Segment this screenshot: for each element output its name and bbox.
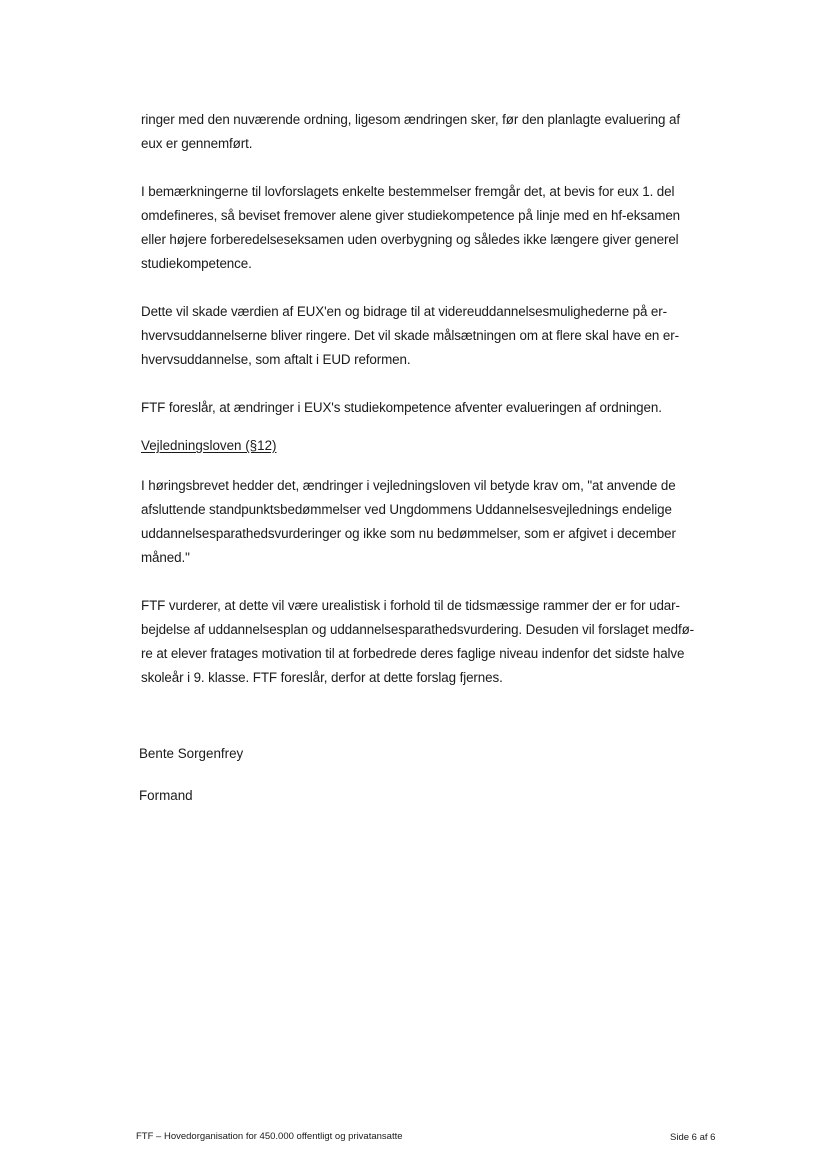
text-line: måned." (141, 550, 190, 565)
text-line: FTF foreslår, at ændringer i EUX's studiekompetence afventer evalueringen af ordningen. (141, 400, 662, 415)
text-line: afsluttende standpunktsbedømmelser ved Ungdommens Uddannelsesvejlednings endelige (141, 502, 672, 517)
paragraph-eux-evaluation (141, 108, 721, 156)
paragraph-remarks (141, 180, 721, 276)
section-heading-vejledningsloven: Vejledningsloven (§12) (141, 438, 277, 453)
text-line: hvervsuddannelse, som aftalt i EUD reformen. (141, 352, 411, 367)
text-line: bejdelse af uddannelsesplan og uddannelsesparathedsvurdering. Desuden vil forslaget medfø- (141, 622, 695, 637)
text-line: re at elever fratages motivation til at forbedrede deres faglige niveau indenfor det sidste halve (141, 646, 685, 661)
text-line: FTF vurderer, at dette vil være urealistisk i forhold til de tidsmæssige rammer der er for udar- (141, 598, 680, 613)
paragraph-hoeringsbrev (141, 474, 721, 570)
text-line: skoleår i 9. klasse. FTF foreslår, derfor at dette forslag fjernes. (141, 670, 503, 685)
paragraph-ftf-assessment (141, 594, 721, 690)
signature-name: Bente Sorgenfrey (139, 746, 244, 761)
text-line: I høringsbrevet hedder det, ændringer i vejledningsloven vil betyde krav om, "at anvende de (141, 478, 676, 493)
text-line: uddannelsesparathedsvurderinger og ikke som nu bedømmelser, som er afgivet i december (141, 526, 676, 541)
paragraph-eux-damage (141, 300, 721, 372)
footer-page-number: Side 6 af 6 (670, 1132, 716, 1143)
text-line: eux er gennemført. (141, 136, 253, 151)
text-line: omdefineres, så beviset fremover alene giver studiekompetence på linje med en hf-eksamen (141, 208, 681, 223)
text-line: Dette vil skade værdien af EUX'en og bidrage til at videreuddannelsesmulighederne på er- (141, 304, 667, 319)
text-line: ringer med den nuværende ordning, ligesom ændringen sker, før den planlagte evaluering af (141, 112, 680, 127)
text-line: eller højere forberedelseseksamen uden overbygning og således ikke længere giver generel (141, 232, 679, 247)
text-line: hvervsuddannelserne bliver ringere. Det vil skade målsætningen om at flere skal have en er- (141, 328, 679, 343)
footer-organisation: FTF – Hovedorganisation for 450.000 offentligt og privatansatte (136, 1131, 403, 1142)
text-line: I bemærkningerne til lovforslagets enkelte bestemmelser fremgår det, at bevis for eux 1. del (141, 184, 675, 199)
text-line: studiekompetence. (141, 256, 252, 271)
document-body (141, 108, 721, 714)
paragraph-ftf-proposal (141, 396, 721, 420)
signature-title: Formand (139, 788, 193, 803)
